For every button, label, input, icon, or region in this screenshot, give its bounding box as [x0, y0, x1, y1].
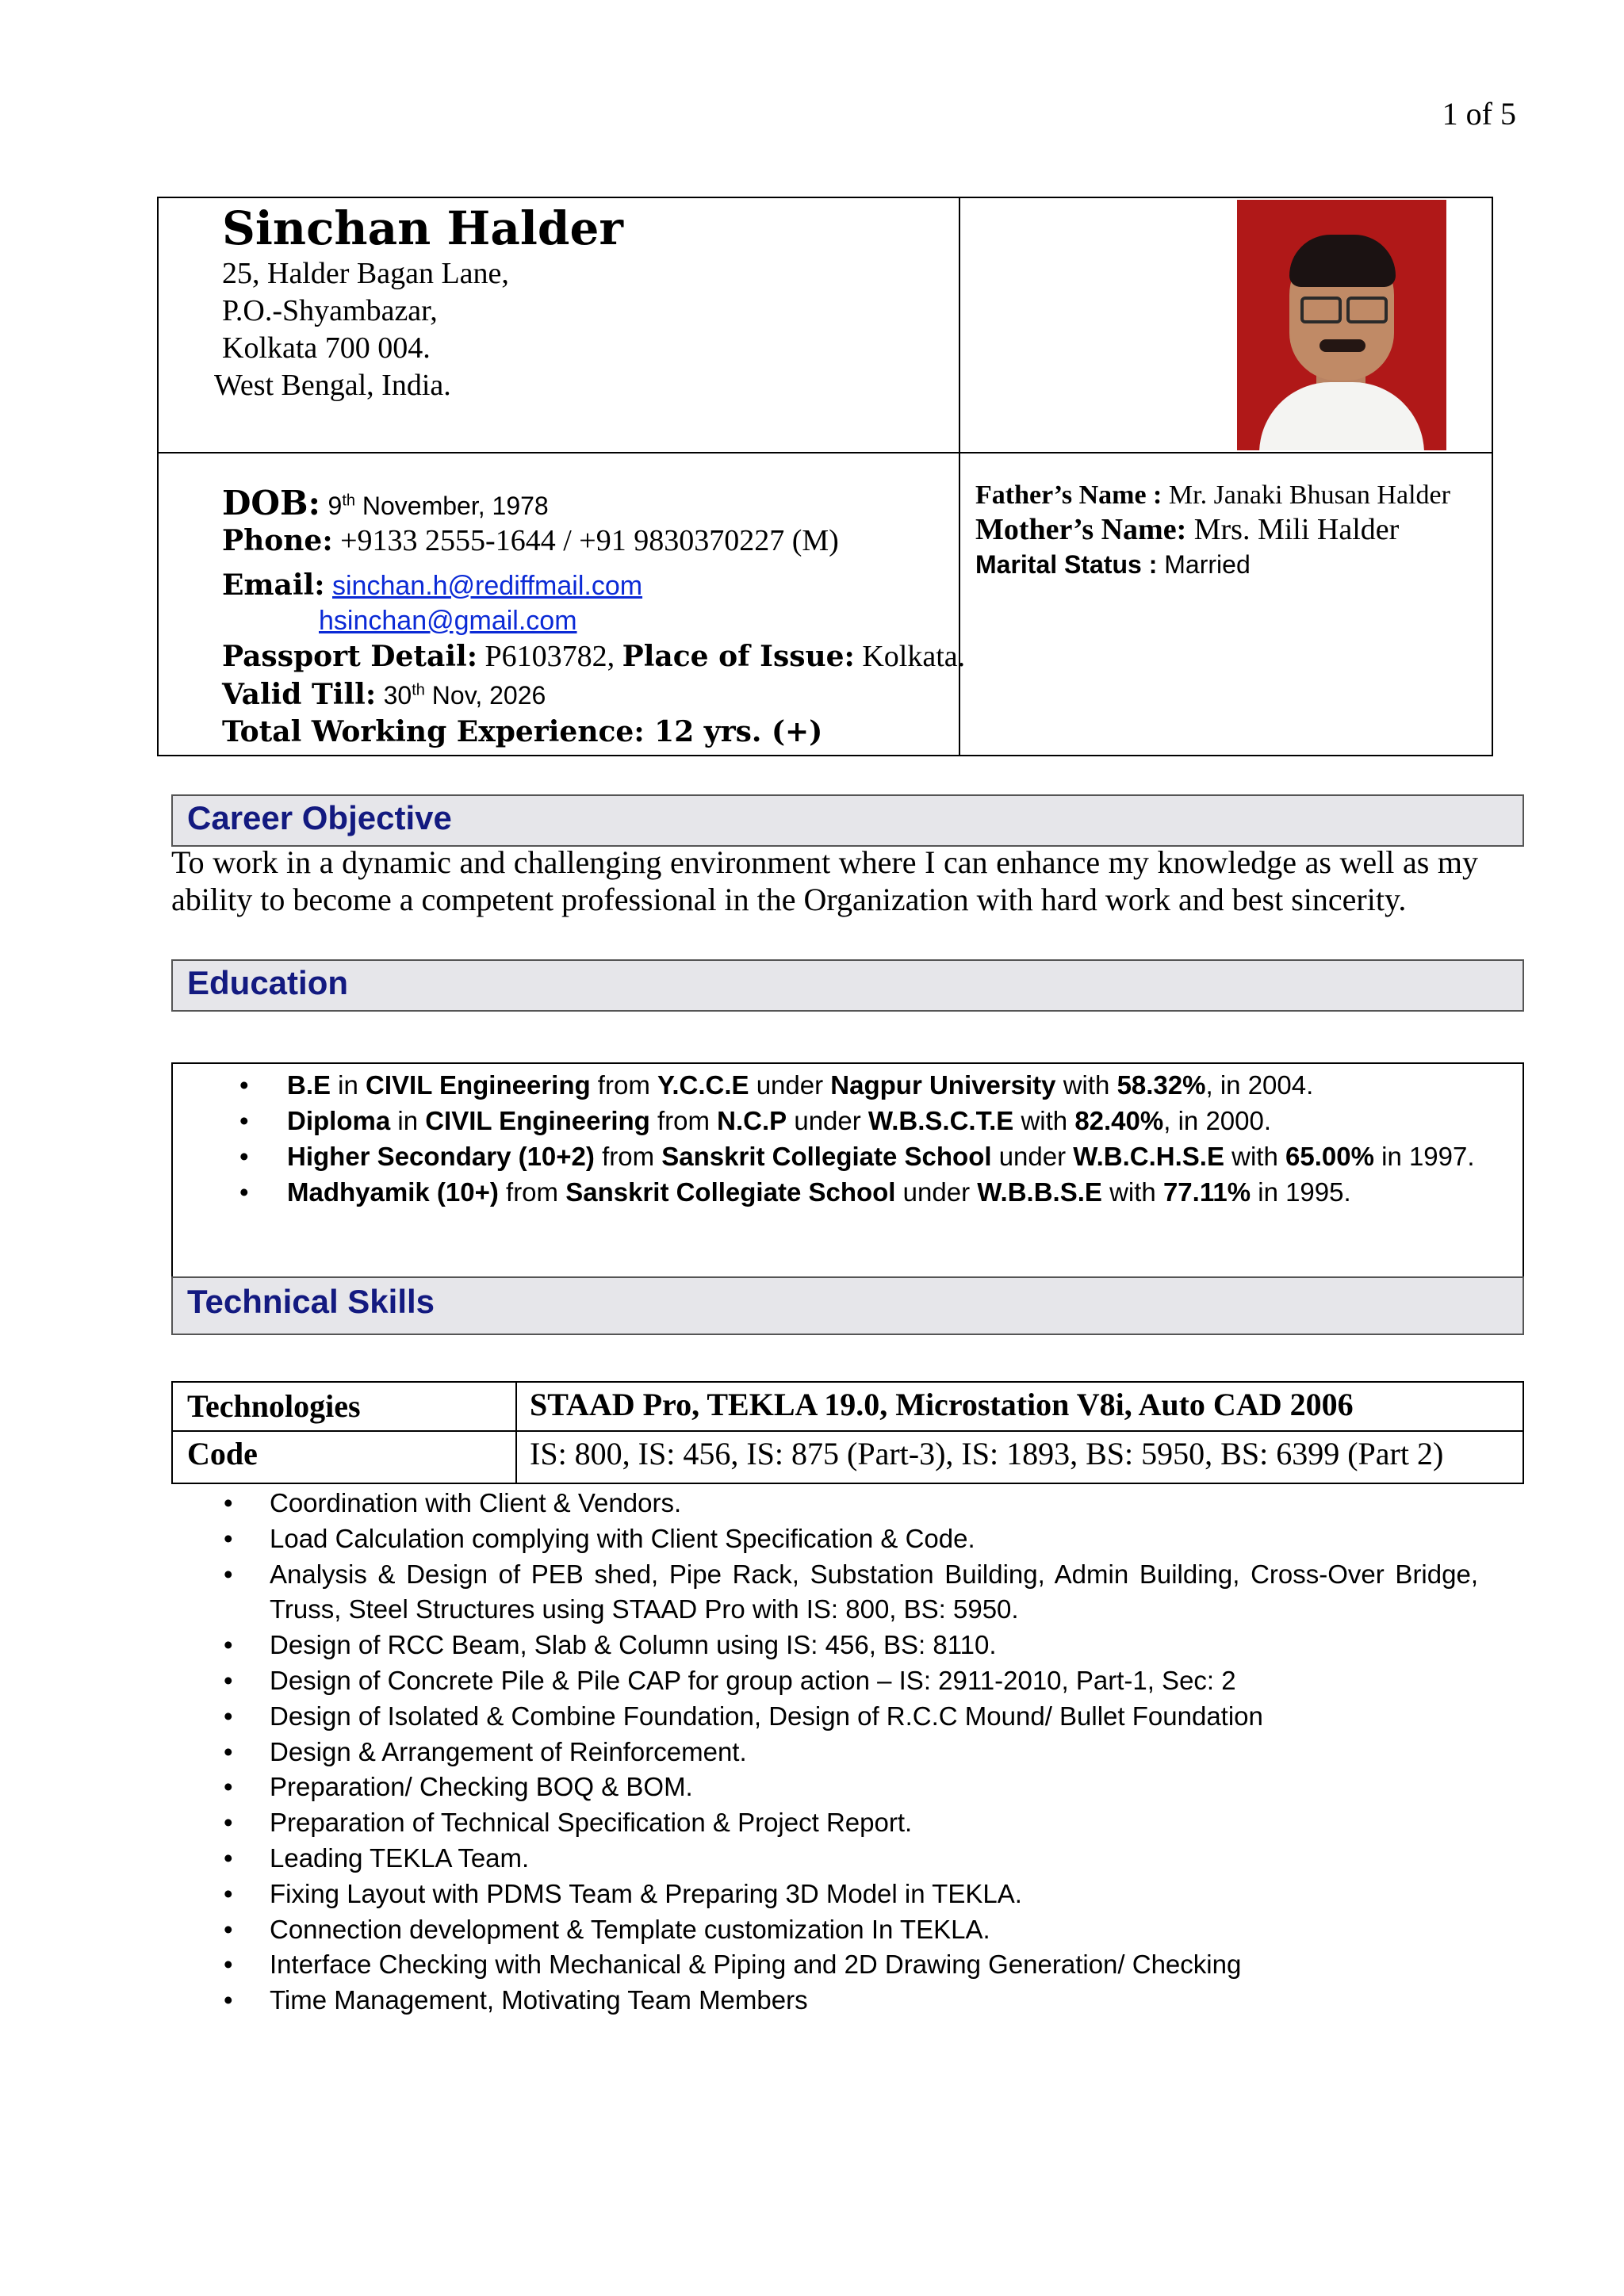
header-divider-horizontal — [159, 452, 1492, 453]
list-item: • Fixing Layout with PDMS Team & Preparing 3D Model in TEKLA. — [270, 1877, 1478, 1912]
marital-row: Marital Status : Married — [975, 550, 1251, 579]
email-row-2 — [319, 603, 577, 637]
list-item: • Design of RCC Beam, Slab & Column using IS: 456, BS: 8110. — [270, 1628, 1478, 1663]
code-value: IS: 800, IS: 456, IS: 875 (Part-3), IS: 1893, BS: 5950, BS: 6399 (Part 2) — [530, 1436, 1444, 1471]
passport-row: Passport Detail: P6103782, Place of Issue: Kolkata. — [222, 640, 966, 673]
list-item: • Preparation of Technical Specification & Project Report. — [270, 1805, 1478, 1841]
profile-photo — [1237, 200, 1446, 450]
list-item: • Leading TEKLA Team. — [270, 1841, 1478, 1877]
address-line: West Bengal, India. — [214, 369, 451, 402]
skills-list — [270, 1486, 1478, 2019]
address-block — [214, 255, 509, 404]
education-list — [287, 1067, 1508, 1210]
list-item: • Load Calculation complying with Client Specification & Code. — [270, 1521, 1478, 1557]
address-line: Kolkata 700 004. — [222, 331, 431, 365]
email-row: Email: sinchan.h@rediffmail.com — [222, 568, 643, 602]
tech-label: Technologies — [187, 1388, 361, 1424]
list-item: • B.E in CIVIL Engineering from Y.C.C.E under Nagpur University with 58.32%, in 2004. — [287, 1067, 1508, 1103]
section-technical-skills — [171, 1276, 1524, 1335]
header-table — [157, 197, 1493, 756]
section-title: Technical Skills — [187, 1283, 435, 1320]
experience-row: Total Working Experience: 12 yrs. (+) — [222, 715, 823, 748]
list-item: • Time Management, Motivating Team Members — [270, 1983, 1478, 2019]
tech-value: STAAD Pro, TEKLA 19.0, Microstation V8i, Auto CAD 2006 — [530, 1387, 1354, 1422]
tech-table — [171, 1381, 1524, 1484]
section-title: Education — [187, 964, 349, 1001]
list-item: • Design & Arrangement of Reinforcement. — [270, 1735, 1478, 1770]
list-item: • Design of Isolated & Combine Foundation, Design of R.C.C Mound/ Bullet Foundation — [270, 1699, 1478, 1735]
code-label: Code — [187, 1436, 258, 1471]
candidate-name: Sinchan Halder — [222, 201, 623, 255]
list-item: • Higher Secondary (10+2) from Sanskrit Collegiate School under W.B.C.H.S.E with 65.00% in 1997. — [287, 1138, 1508, 1174]
address-line: P.O.-Shyambazar, — [222, 294, 438, 327]
list-item: • Madhyamik (10+) from Sanskrit Collegiate School under W.B.B.S.E with 77.11% in 1995. — [287, 1174, 1508, 1210]
section-education — [171, 959, 1524, 1012]
valid-till-row: Valid Till: 30th Nov, 2026 — [222, 678, 546, 711]
page-number: 1 of 5 — [1442, 96, 1516, 132]
mother-row: Mother’s Name: Mrs. Mili Halder — [975, 513, 1400, 546]
list-item: • Design of Concrete Pile & Pile CAP for group action – IS: 2911-2010, Part-1, Sec: 2 — [270, 1663, 1478, 1699]
email-link[interactable]: sinchan.h@rediffmail.com — [332, 571, 643, 601]
list-item: • Analysis & Design of PEB shed, Pipe Rack, Substation Building, Admin Building, Cross-Over Bridge, Truss, Steel Structures using STAAD Pro with IS: 800, BS: 5950. — [270, 1557, 1478, 1628]
section-career-objective — [171, 794, 1524, 847]
dob-row: DOB: 9th November, 1978 — [222, 484, 549, 522]
list-item: • Interface Checking with Mechanical & Piping and 2D Drawing Generation/ Checking — [270, 1947, 1478, 1983]
list-item: • Connection development & Template customization In TEKLA. — [270, 1912, 1478, 1948]
address-line: 25, Halder Bagan Lane, — [222, 257, 509, 290]
list-item: • Coordination with Client & Vendors. — [270, 1486, 1478, 1521]
email-link[interactable]: hsinchan@gmail.com — [319, 606, 577, 636]
section-title: Career Objective — [187, 799, 452, 836]
phone-row: Phone: +9133 2555-1644 / +91 9830370227 (M) — [222, 524, 839, 557]
list-item: • Diploma in CIVIL Engineering from N.C.P under W.B.S.C.T.E with 82.40%, in 2000. — [287, 1103, 1508, 1138]
list-item: • Preparation/ Checking BOQ & BOM. — [270, 1770, 1478, 1805]
career-objective-text: To work in a dynamic and challenging environment where I can enhance my knowledge as well as my ability to become a competent professional in the Organization with hard work and best sincerity. — [171, 844, 1478, 917]
father-row: Father’s Name : Mr. Janaki Bhusan Halder — [975, 480, 1450, 510]
